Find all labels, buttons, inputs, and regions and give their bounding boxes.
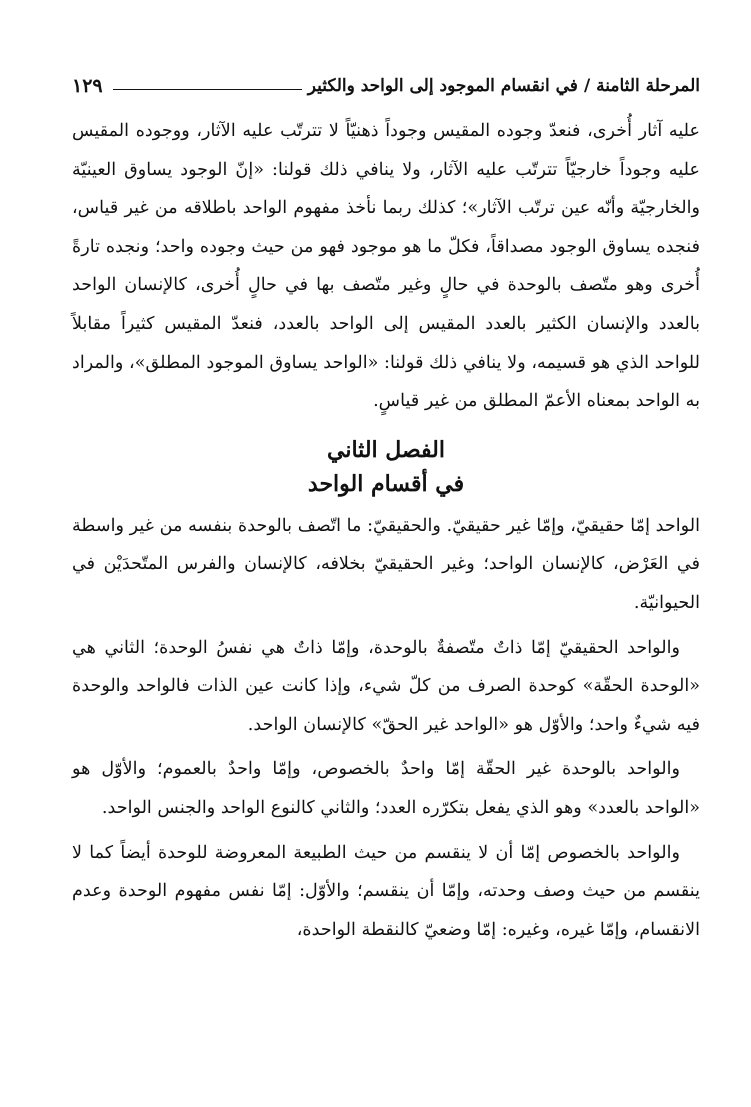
header-section-title: في انقسام الموجود إلى الواحد والكثير — [307, 76, 578, 96]
chapter-heading — [72, 433, 700, 501]
paragraph: الواحد إمّا حقيقيّ، وإمّا غير حقيقيّ. والحقيقيّ: ما اتّصف بالوحدة بنفسه من غير واسطة في العَرْض، كالإنسان الواحد؛ وغير الحقيقيّ بخلافه، كالإنسان والفرس المتّحدَيْن في الحيوانيّة. — [72, 515, 700, 613]
paragraph: عليه آثار أُخرى، فنعدّ وجوده المقيس وجوداً ذهنيّاً لا تترتّب عليه الآثار، ووجوده المقيس عليه وجوداً خارجيّاً تترتّب عليه الآثار، ولا ينافي ذلك قولنا: «إنّ الوجود يساوق العينيّة والخارجيّة وأنّه عين ترتّب الآثار»؛ كذلك ربما نأخذ مفهوم الواحد باطلاقه من غير قياس، فنجده يساوق الوجود مصداقاً، فكلّ ما هو موجود فهو من حيث وجوده واحد؛ ونجده تارةً أُخرى وهو متّصف بالوحدة في حالٍ وغير متّصف بها في حالٍ أُخرى، كالإنسان الواحد بالعدد والإنسان الكثير بالعدد المقيس إلى الواحد بالعدد، فنعدّ المقيس كثيراً مقابلاً للواحد الذي هو قسيمه، ولا ينافي ذلك قولنا: «الواحد يساوق الموجود المطلق»، والمراد به الواحد بمعناه الأعمّ المطلق من غير قياسٍ. — [72, 121, 700, 412]
book-page — [72, 68, 700, 949]
header-rule — [113, 89, 302, 90]
page-number: ١٢٩ — [72, 75, 103, 97]
running-header — [72, 68, 700, 104]
paragraph: والواحد بالخصوص إمّا أن لا ينقسم من حيث الطبيعة المعروضة للوحدة أيضاً كما لا ينقسم من حيث وصف وحدته، وإمّا أن ينقسم؛ والأوّل: إمّا نفس مفهوم الوحدة وعدم الانقسام، وإمّا غيره، وغيره: إمّا وضعيّ كالنقطة الواحدة، — [72, 842, 700, 940]
paragraph: والواحد بالوحدة غير الحقّة إمّا واحدٌ بالخصوص، وإمّا واحدٌ بالعموم؛ والأوّل هو «الواحد بالعدد» وهو الذي يفعل بتكرّره العدد؛ والثاني كالنوع الواحد والجنس الواحد. — [72, 759, 700, 818]
header-stage: المرحلة الثامنة — [596, 76, 700, 96]
chapter-title: الفصل الثاني — [327, 436, 445, 463]
header-separator: / — [583, 76, 591, 96]
paragraph: والواحد الحقيقيّ إمّا ذاتٌ متّصفةٌ بالوحدة، وإمّا ذاتٌ هي نفسُ الوحدة؛ الثاني هي «الوحدة الحقّة» كوحدة الصرف من كلّ شيء، وإذا كانت عين الذات فالواحد والوحدة فيه شيءٌ واحد؛ والأوّل هو «الواحد غير الحقّ» كالإنسان الواحد. — [72, 637, 700, 735]
chapter-subtitle: في أقسام الواحد — [307, 470, 465, 497]
body-text — [72, 112, 700, 949]
